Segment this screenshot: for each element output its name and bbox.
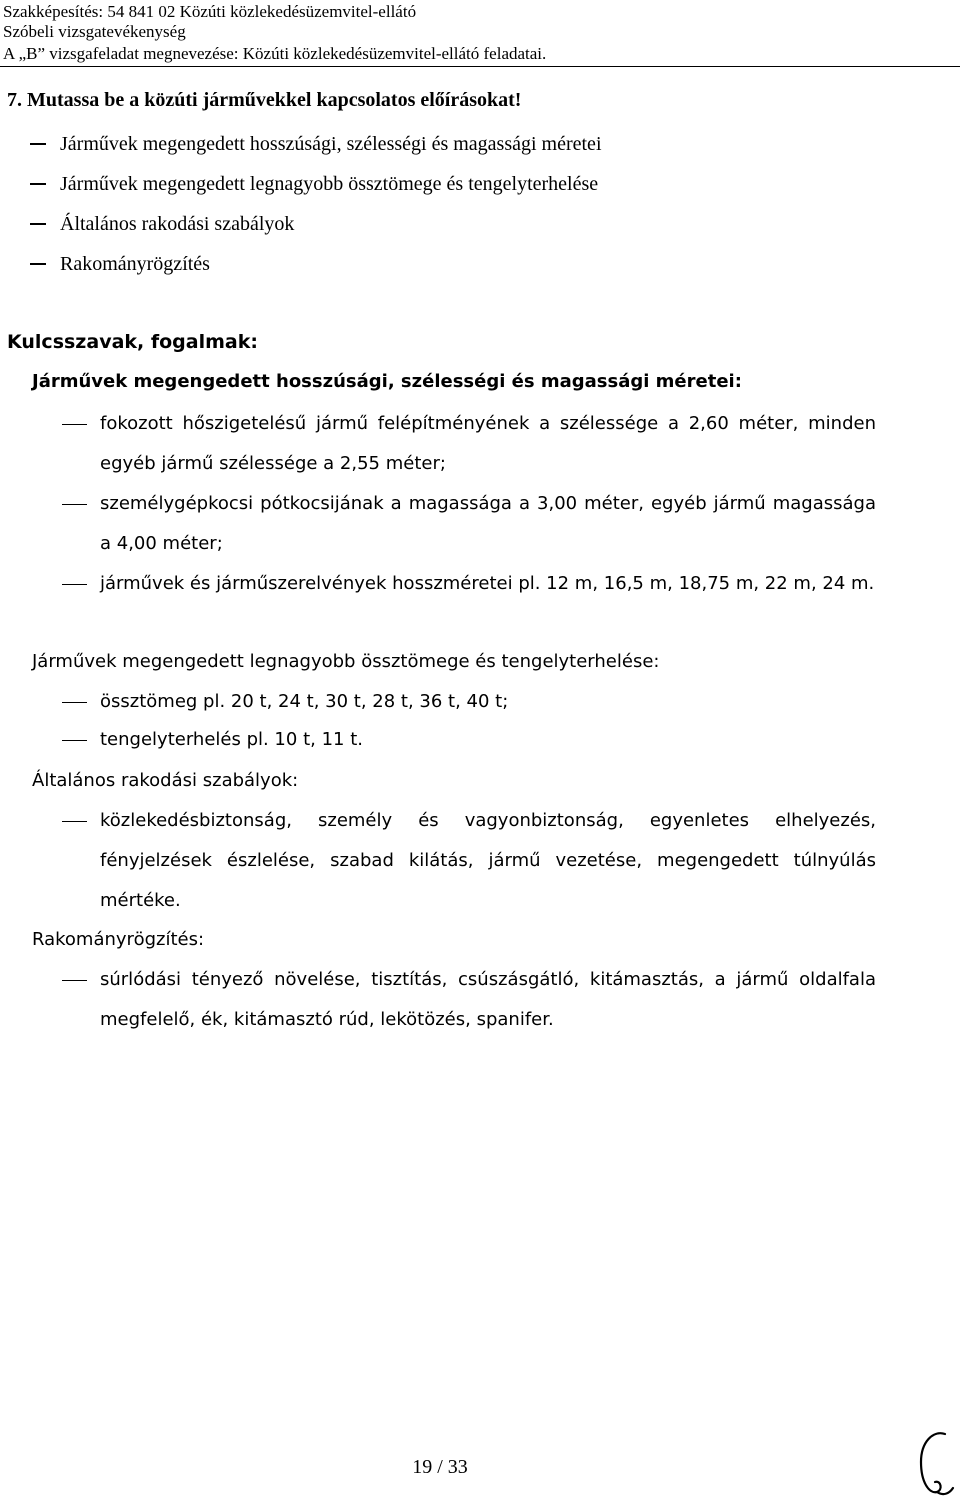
page-number: 19 / 33 [412,1456,468,1478]
list-item: súrlódási tényező növelése, tisztítás, csúszásgátló, kitámasztás, a jármű oldalfala megfelelő, ék, kitámasztó rúd, lekötözés, spanifer. [62,960,876,1040]
list-item: járművek és járműszerelvények hosszméretei pl. 12 m, 16,5 m, 18,75 m, 22 m, 24 m. [62,564,876,604]
dash-bullet [62,821,87,822]
dash-bullet [30,223,46,225]
section-title-cargo-securing: Rakományrögzítés: [32,929,205,950]
topic-item: Általános rakodási szabályok [30,213,294,236]
list-item: közlekedésbiztonság, személy és vagyonbiztonság, egyenletes elhelyezés, fényjelzések észlelése, szabad kilátás, jármű vezetése, megengedett túlnyúlás mértéke. [62,801,876,921]
list-item: tengelyterhelés pl. 10 t, 11 t. [62,720,876,760]
signature-mark [915,1428,955,1500]
section-title-dimensions: Járművek megengedett hosszúsági, szélességi és magassági méretei: [32,371,742,392]
header-exam-type: Szóbeli vizsgatevékenység [3,22,186,41]
section-title-loading-rules: Általános rakodási szabályok: [32,770,299,791]
dash-bullet [30,263,46,265]
dash-bullet [30,143,46,145]
list-item: fokozott hőszigetelésű jármű felépítményének a szélessége a 2,60 méter, minden egyéb jármű szélessége a 2,55 méter; [62,404,876,484]
topic-item: Járművek megengedett hosszúsági, szélességi és magassági méretei [30,133,602,156]
topic-item: Rakományrögzítés [30,253,210,276]
list-item: személygépkocsi pótkocsijának a magassága a 3,00 méter, egyéb jármű magassága a 4,00 méter; [62,484,876,564]
dash-bullet [62,702,87,703]
dash-bullet [62,424,87,425]
dash-bullet [62,740,87,741]
question-title: 7. Mutassa be a közúti járművekkel kapcsolatos előírásokat! [7,89,522,111]
dash-bullet [30,183,46,185]
section-title-weight: Járművek megengedett legnagyobb össztömege és tengelyterhelése: [32,651,660,672]
list-item: össztömeg pl. 20 t, 24 t, 30 t, 28 t, 36 t, 40 t; [62,682,876,722]
header-task-name: A „B” vizsgafeladat megnevezése: Közúti közlekedésüzemvitel-ellátó feladatai. [3,44,547,63]
dash-bullet [62,584,87,585]
header-qualification: Szakképesítés: 54 841 02 Közúti közlekedésüzemvitel-ellátó [3,2,417,21]
dash-bullet [62,980,87,981]
header-divider [0,66,960,67]
topic-item: Járművek megengedett legnagyobb össztömege és tengelyterhelése [30,173,598,196]
dash-bullet [62,504,87,505]
keywords-heading: Kulcsszavak, fogalmak: [7,331,258,353]
